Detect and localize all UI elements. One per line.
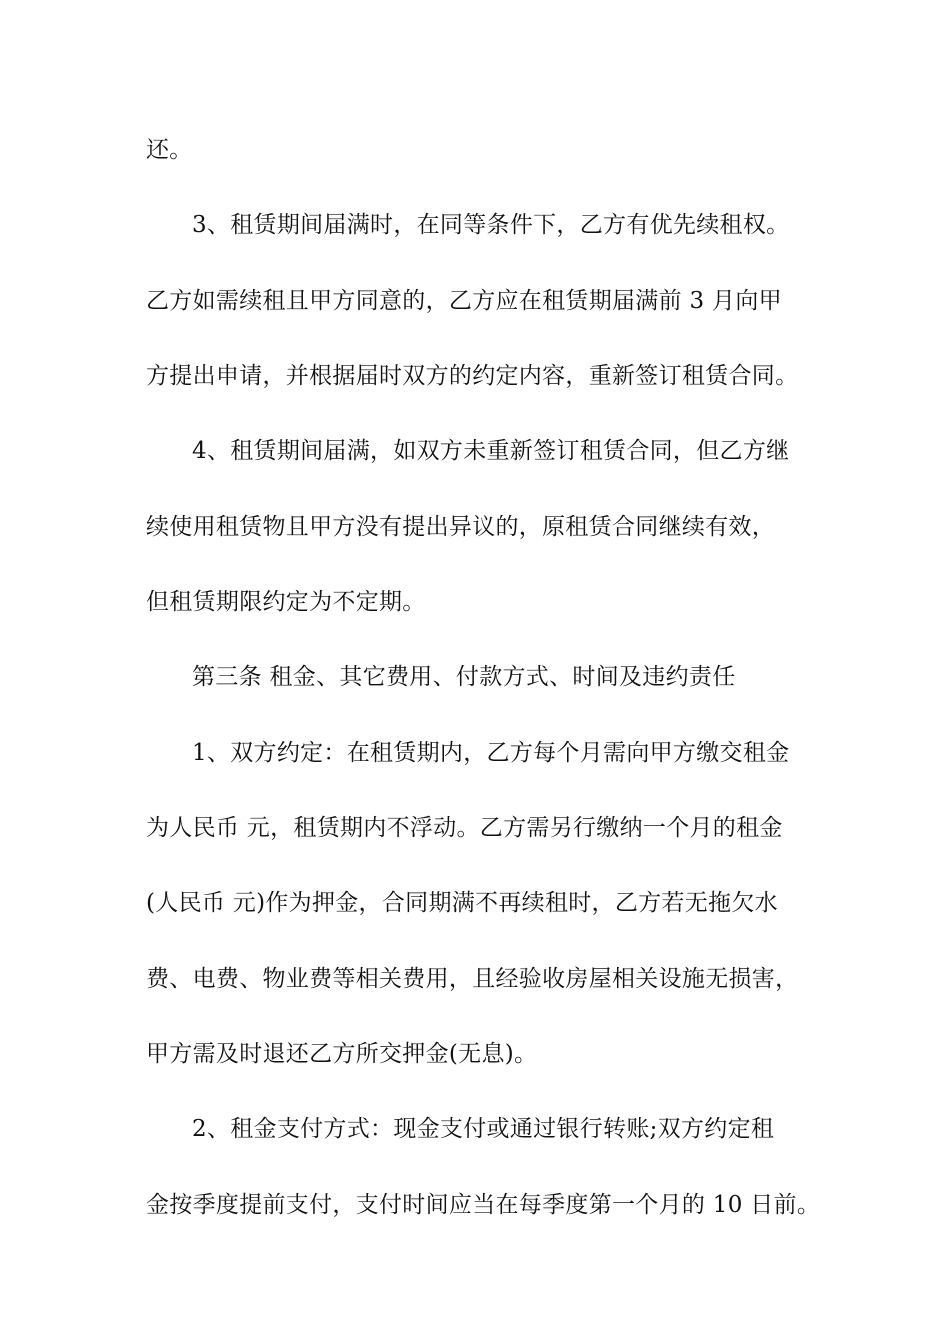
- clause-3: 3、租赁期间届满时，在同等条件下，乙方有优先续租权。: [192, 212, 790, 238]
- text-line: 续使用租赁物且甲方没有提出异议的，原租赁合同继续有效，: [146, 514, 776, 540]
- text-line: 费、电费、物业费等相关费用，且经验收房屋相关设施无损害，: [146, 966, 799, 992]
- text-line: 方提出申请，并根据届时双方的约定内容，重新签订租赁合同。: [146, 363, 799, 389]
- clause-4: 4、租赁期间届满，如双方未重新签订租赁合同，但乙方继: [192, 438, 790, 464]
- text-line: 甲方需及时退还乙方所交押金(无息)。: [146, 1041, 538, 1067]
- text-line: 还。: [146, 137, 193, 163]
- text-line: 金按季度提前支付，支付时间应当在每季度第一个月的 10 日前。: [146, 1192, 821, 1218]
- text-line: (人民币 元)作为押金，合同期满不再续租时，乙方若无拖欠水: [146, 890, 778, 916]
- article-3-clause-2: 2、租金支付方式：现金支付或通过银行转账;双方约定租: [192, 1116, 775, 1142]
- text-line: 乙方如需续租且甲方同意的，乙方应在租赁期届满前 3 月向甲: [146, 288, 782, 314]
- text-line: 但租赁期限约定为不定期。: [146, 589, 426, 615]
- article-3-heading: 第三条 租金、其它费用、付款方式、时间及违约责任: [192, 664, 736, 690]
- article-3-clause-1: 1、双方约定：在租赁期内，乙方每个月需向甲方缴交租金: [192, 740, 790, 766]
- text-line: 为人民币 元，租赁期内不浮动。乙方需另行缴纳一个月的租金: [146, 815, 783, 841]
